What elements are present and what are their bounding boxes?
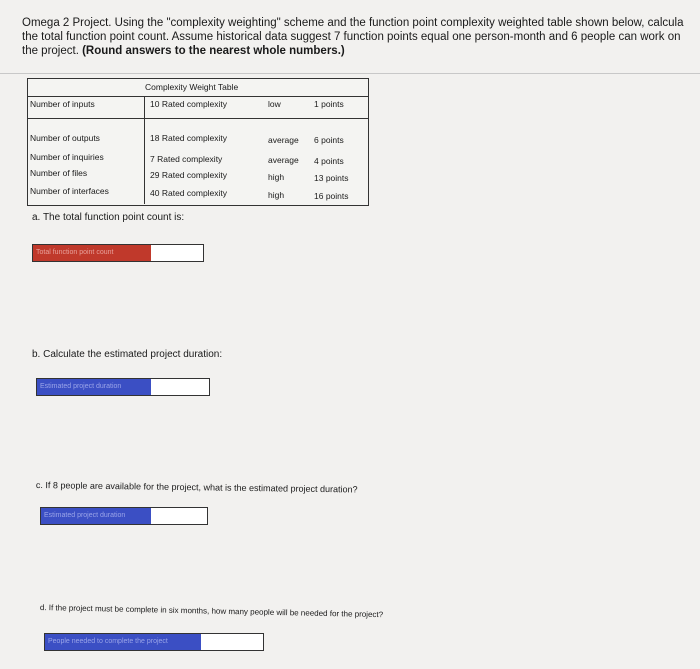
answer-d-label: People needed to complete the project	[45, 634, 201, 650]
row-4-value	[150, 188, 227, 198]
row-3-points: 13 points	[314, 173, 349, 183]
row-3-value	[150, 170, 227, 180]
answer-b-label: Estimated project duration	[37, 379, 151, 395]
row-3-name: Number of files	[30, 168, 88, 178]
row-2-points: 4 points	[314, 156, 344, 166]
table-row-separator	[27, 118, 369, 119]
answer-b-field[interactable]	[36, 378, 210, 396]
answer-c-field[interactable]	[40, 507, 208, 525]
intro-line-3-text: the project.	[22, 45, 83, 57]
rounding-note: (Round answers to the nearest whole numbers.)	[82, 45, 345, 57]
answer-c-label: Estimated project duration	[41, 508, 151, 524]
intro-line-1: Omega 2 Project. Using the "complexity weighting" scheme and the function point complexity weighted table shown below, calcula	[22, 17, 684, 29]
row-4-name: Number of interfaces	[30, 186, 109, 196]
table-title: Complexity Weight Table	[145, 82, 239, 92]
table-column-line	[144, 96, 145, 204]
row-3-rated: Rated complexity	[161, 170, 228, 180]
intro-line-3	[22, 44, 698, 58]
row-0-num: 10	[150, 99, 160, 109]
table-header-line	[27, 96, 369, 97]
question-d: d. If the project must be complete in six months, how many people will be needed for the project?	[39, 603, 384, 620]
answer-d-input[interactable]	[201, 634, 263, 650]
question-b: b. Calculate the estimated project duration:	[32, 349, 223, 360]
question-c: c. If 8 people are available for the project, what is the estimated project duration?	[35, 480, 358, 495]
divider	[0, 73, 700, 74]
row-2-level: average	[268, 155, 299, 165]
row-0-rated: Rated complexity	[161, 99, 228, 109]
row-4-points: 16 points	[314, 191, 349, 201]
row-1-name: Number of outputs	[30, 133, 100, 143]
row-1-rated: Rated complexity	[161, 133, 228, 143]
row-4-level: high	[268, 190, 285, 200]
answer-c-input[interactable]	[151, 508, 207, 524]
row-0-points: 1 points	[314, 99, 344, 109]
row-4-num: 40	[150, 188, 160, 198]
answer-d-field[interactable]	[44, 633, 264, 651]
row-3-num: 29	[150, 170, 160, 180]
row-0-level: low	[268, 99, 281, 109]
answer-b-input[interactable]	[151, 379, 209, 395]
answer-a-field[interactable]	[32, 244, 204, 262]
answer-a-input[interactable]	[151, 245, 203, 261]
row-2-value	[150, 154, 222, 164]
intro-line-2: the total function point count. Assume historical data suggest 7 function points equal one person-month and 6 people can work on	[22, 31, 681, 43]
row-4-rated: Rated complexity	[161, 188, 228, 198]
row-1-points: 6 points	[314, 135, 344, 145]
problem-statement	[22, 16, 698, 58]
row-1-level: average	[268, 135, 299, 145]
row-2-num: 7	[150, 154, 155, 164]
row-1-value	[150, 133, 227, 143]
row-0-name: Number of inputs	[30, 99, 95, 109]
row-0-value	[150, 99, 227, 109]
row-3-level: high	[268, 172, 285, 182]
row-1-num: 18	[150, 133, 160, 143]
question-a: a. The total function point count is:	[32, 212, 185, 223]
answer-a-label: Total function point count	[33, 245, 151, 261]
row-2-rated: Rated complexity	[157, 154, 223, 164]
row-2-name: Number of inquiries	[30, 152, 104, 162]
